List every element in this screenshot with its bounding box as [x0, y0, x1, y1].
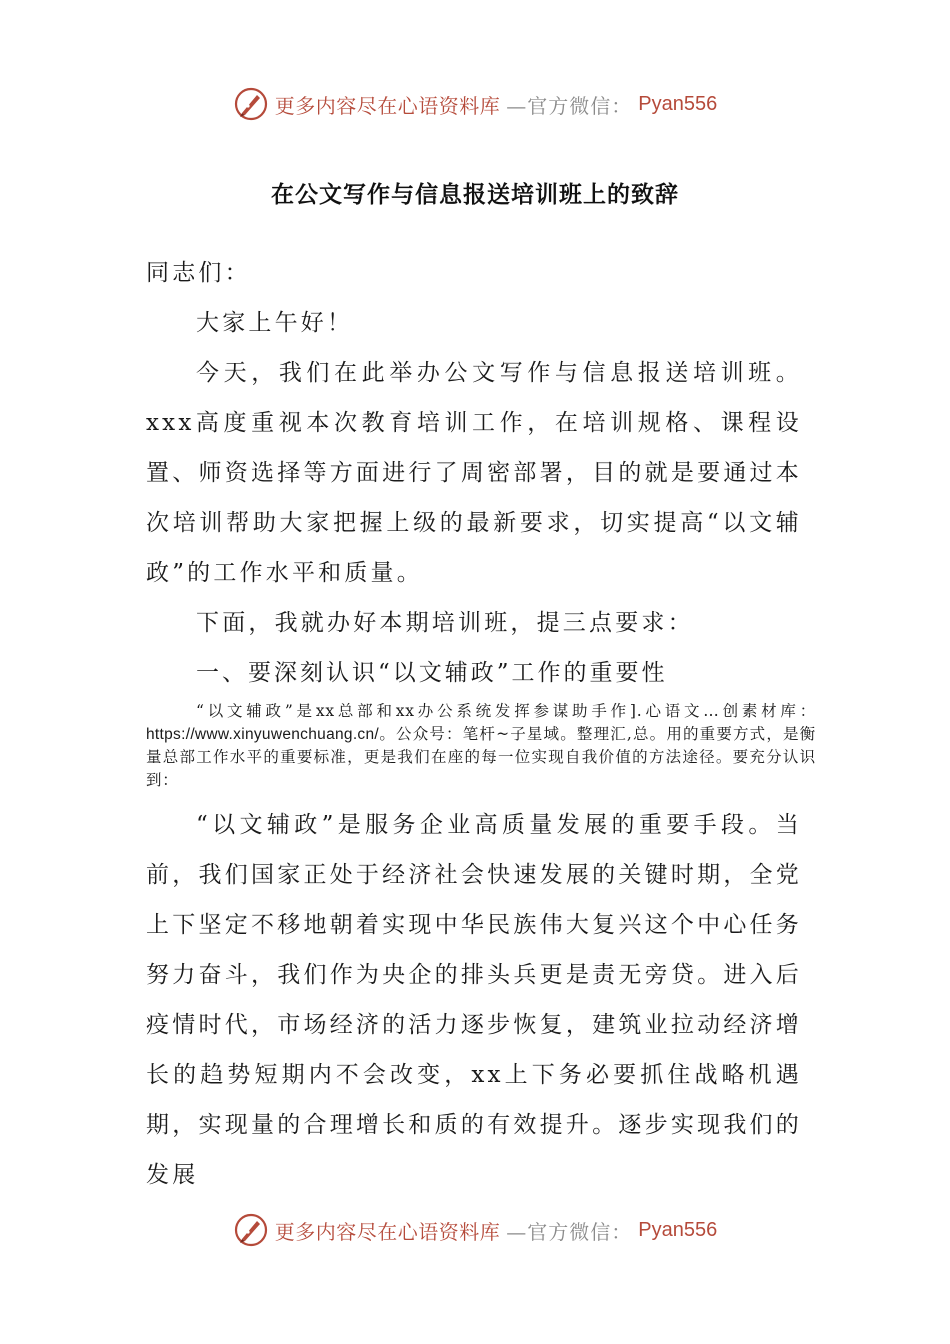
- header-banner: [0, 82, 950, 126]
- section-1-body-paragraph: “以文辅政”是服务企业高质量发展的重要手段。当前，我们国家正处于经济社会快速发展的关键时期，全党上下坚定不移地朝着实现中华民族伟大复兴这个中心任务努力奋斗，我们作为央企的排头兵更是责无旁贷。进入后疫情时代，市场经济的活力逐步恢复，建筑业拉动经济增长的趋势短期内不会改变，xx上下务必要抓住战略机遇期，实现量的合理增长和质的有效提升。逐步实现我们的发展: [146, 812, 802, 1188]
- quill-logo-icon: [233, 1212, 269, 1248]
- quill-logo-icon: [233, 86, 269, 122]
- small-text-a: “以文辅政”是xx总部和xx办公系统发挥参谋助手作].心语文…创素材库：: [196, 702, 816, 720]
- banner-lead-text: 更多内容尽在心语资料库: [274, 93, 501, 118]
- banner-wechat-id: Pyan556: [638, 92, 718, 115]
- footer-banner: [0, 1208, 950, 1252]
- banner-tail-text: —官方微信：: [506, 93, 633, 118]
- document-body: [146, 248, 816, 1200]
- salutation: 同志们：: [146, 260, 251, 286]
- greeting: 大家上午好！: [196, 310, 354, 336]
- source-url: https://www.xinyuwenchuang.cn/: [146, 726, 380, 743]
- transition-paragraph: 下面，我就办好本期培训班，提三点要求：: [196, 610, 694, 636]
- banner-lead-text: 更多内容尽在心语资料库: [274, 1219, 501, 1244]
- section-1-heading: 一、要深刻认识“以文辅政”工作的重要性: [196, 660, 668, 686]
- small-text-b: 。公众号：笔杆~子星域。整理汇,总。用的重要方式，是衡量总部工作水平的重要标准，更是我们在座的每一位实现自我价值的方法途径。要充分认识到：: [146, 725, 816, 789]
- intro-paragraph: 今天，我们在此举办公文写作与信息报送培训班。xxx高度重视本次教育培训工作，在培训规格、课程设置、师资选择等方面进行了周密部署，目的就是要通过本次培训帮助大家把握上级的最新要求，切实提高“以文辅政”的工作水平和质量。: [146, 360, 802, 586]
- document-title: 在公文写作与信息报送培训班上的致辞: [271, 181, 679, 208]
- section-1-small-paragraph: [146, 700, 816, 792]
- banner-wechat-id: Pyan556: [638, 1218, 718, 1241]
- banner-tail-text: —官方微信：: [506, 1219, 633, 1244]
